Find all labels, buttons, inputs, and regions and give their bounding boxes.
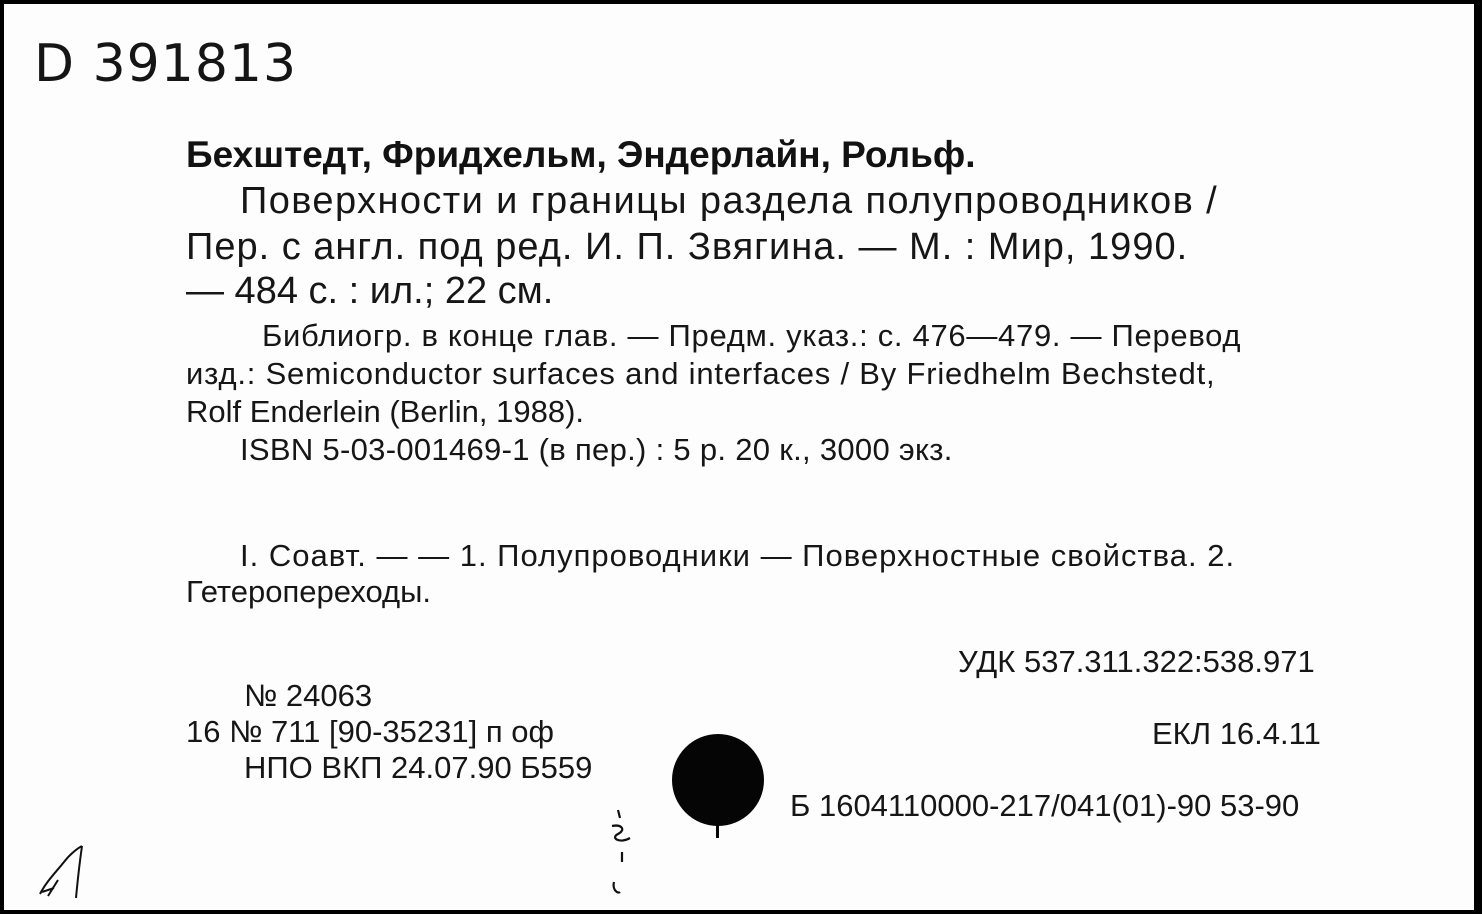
- catalog-card: [4, 4, 1474, 910]
- publisher-line: НПО ВКП 24.07.90 Б559: [244, 750, 593, 785]
- authors-heading: Бехштедт, Фридхельм, Эндерлайн, Рольф.: [186, 134, 976, 175]
- notes-line-2: изд.: Semiconductor surfaces and interfaces / By Friedhelm Bechstedt,: [186, 356, 1216, 391]
- handwritten-scribble: [600, 804, 640, 905]
- isbn-line: ISBN 5-03-001469-1 (в пер.) : 5 р. 20 к., 3000 экз.: [240, 432, 953, 467]
- index-line: Б 1604110000-217/041(01)-90 53-90: [790, 788, 1300, 823]
- subject-line-2: Гетеропереходы.: [186, 574, 432, 609]
- notes-line-3: Rolf Enderlein (Berlin, 1988).: [186, 394, 585, 429]
- handwritten-mark: [34, 842, 94, 907]
- punched-hole-dot: [672, 734, 764, 826]
- title-line-3: — 484 с. : ил.; 22 см.: [186, 270, 554, 312]
- title-line-1: Поверхности и границы раздела полупроводников /: [240, 180, 1219, 222]
- udc-code: УДК 537.311.322:538.971: [958, 644, 1315, 679]
- punched-hole-tail: [716, 820, 719, 838]
- subject-line-1: I. Соавт. — — 1. Полупроводники — Поверхностные свойства. 2.: [240, 538, 1236, 573]
- notes-line-1: Библиогр. в конце глав. — Предм. указ.: с. 476—479. — Перевод: [262, 318, 1242, 353]
- title-line-2: Пер. с англ. под ред. И. П. Звягина. — М. : Мир, 1990.: [186, 226, 1189, 268]
- record-number: № 24063: [244, 678, 373, 713]
- order-line: 16 № 711 [90-35231] п оф: [186, 714, 554, 749]
- bbk-code: ЕКЛ 16.4.11: [1152, 716, 1321, 751]
- call-number: D 391813: [34, 34, 298, 94]
